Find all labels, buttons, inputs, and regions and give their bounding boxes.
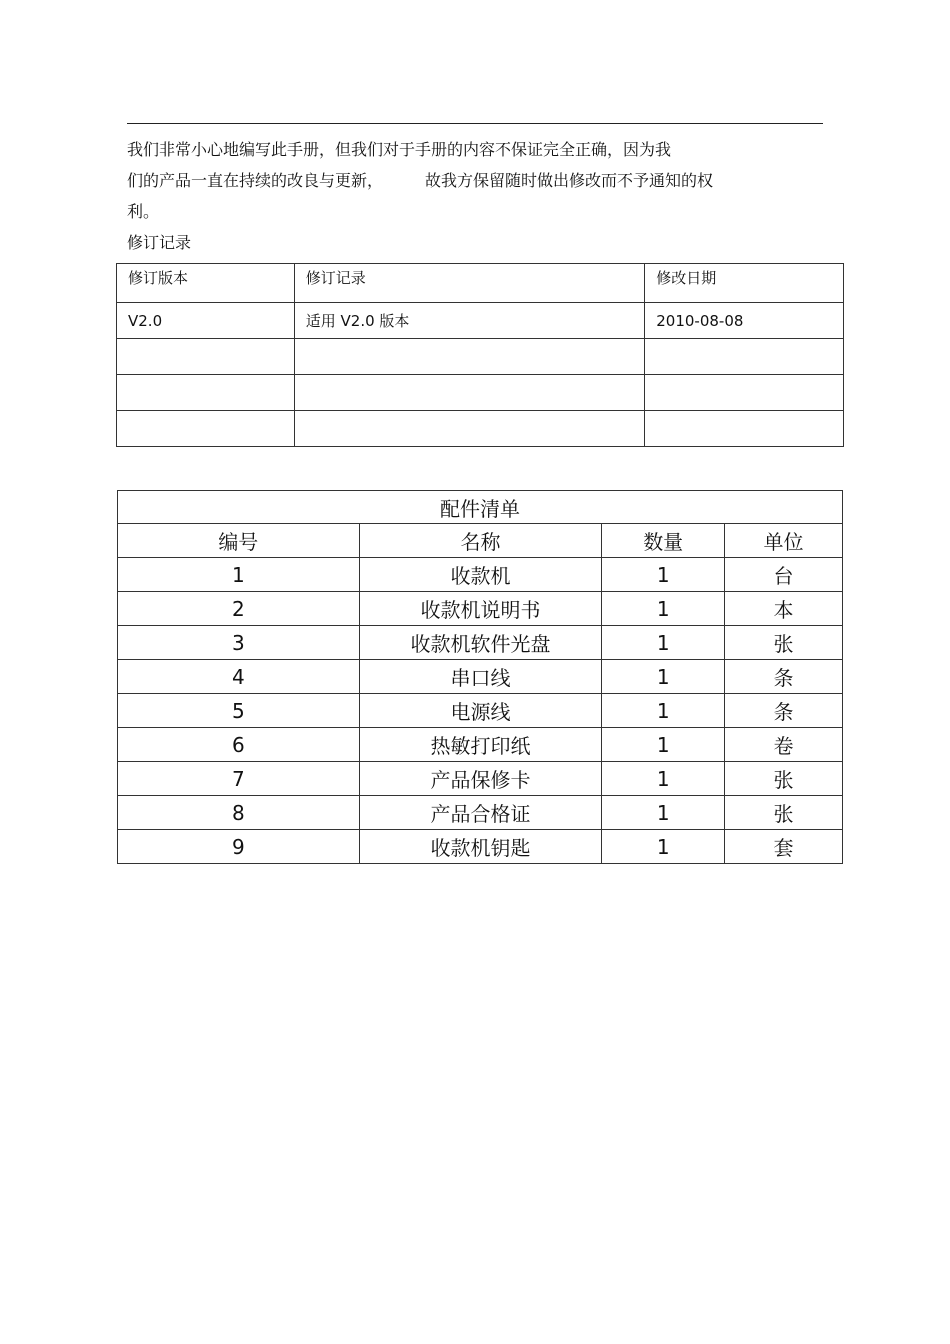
accessories-row [118,830,843,864]
accessory-name: 电源线 [359,694,602,728]
revision-version-cell [117,339,295,375]
revision-header-row [117,264,844,303]
accessory-name: 收款机 [359,558,602,592]
revision-record-cell [294,375,644,411]
accessories-row [118,660,843,694]
accessory-name: 产品合格证 [359,796,602,830]
revision-row [117,339,844,375]
accessory-number: 3 [118,626,360,660]
accessories-row [118,592,843,626]
revision-date-cell [645,339,844,375]
accessory-number: 4 [118,660,360,694]
disclaimer-line-1: 我们非常小心地编写此手册，但我们对于手册的内容不保证完全正确，因为我 [127,140,672,159]
accessory-quantity: 1 [602,796,725,830]
accessories-table [117,490,843,864]
accessories-header-row [118,524,843,558]
revision-row [117,375,844,411]
accessory-unit: 张 [725,626,843,660]
revision-record-cell [294,339,644,375]
accessory-quantity: 1 [602,592,725,626]
revision-version-cell [117,411,295,447]
accessory-quantity: 1 [602,830,725,864]
revision-caption: 修订记录 [127,233,192,252]
accessory-unit: 张 [725,762,843,796]
accessories-row [118,762,843,796]
accessory-quantity: 1 [602,728,725,762]
revision-record-cell: 适用 V2.0 版本 [294,303,644,339]
accessory-name: 收款机说明书 [359,592,602,626]
accessories-header-number: 编号 [118,524,360,558]
accessories-header-unit: 单位 [725,524,843,558]
revision-date-cell [645,411,844,447]
accessory-number: 7 [118,762,360,796]
revision-header-record: 修订记录 [294,264,644,303]
revision-version-cell [117,375,295,411]
accessories-header-name: 名称 [359,524,602,558]
accessory-quantity: 1 [602,694,725,728]
accessory-unit: 条 [725,660,843,694]
accessories-row [118,694,843,728]
accessory-number: 1 [118,558,360,592]
accessories-row [118,728,843,762]
accessory-quantity: 1 [602,660,725,694]
revision-row [117,411,844,447]
accessory-unit: 条 [725,694,843,728]
accessory-unit: 本 [725,592,843,626]
accessory-name: 热敏打印纸 [359,728,602,762]
accessories-row [118,796,843,830]
accessory-name: 串口线 [359,660,602,694]
header-rule [127,123,823,124]
revision-date-cell: 2010-08-08 [645,303,844,339]
accessory-number: 6 [118,728,360,762]
accessory-name: 产品保修卡 [359,762,602,796]
accessory-quantity: 1 [602,626,725,660]
accessory-name: 收款机软件光盘 [359,626,602,660]
accessories-row [118,558,843,592]
revision-row [117,303,844,339]
accessory-unit: 台 [725,558,843,592]
disclaimer-line-2a: 们的产品一直在持续的改良与更新， [127,171,384,190]
accessories-row [118,626,843,660]
accessories-title-row [118,491,843,524]
accessory-quantity: 1 [602,762,725,796]
disclaimer-line-3: 利。 [127,202,160,221]
accessories-title: 配件清单 [118,491,843,524]
accessory-number: 8 [118,796,360,830]
revision-table [116,263,844,447]
revision-header-version: 修订版本 [117,264,295,303]
accessory-unit: 张 [725,796,843,830]
accessory-number: 5 [118,694,360,728]
accessory-number: 2 [118,592,360,626]
disclaimer-line-2b: 故我方保留随时做出修改而不予通知的权 [425,171,714,190]
accessory-unit: 套 [725,830,843,864]
accessory-name: 收款机钥匙 [359,830,602,864]
accessory-number: 9 [118,830,360,864]
disclaimer-paragraph [127,134,807,227]
revision-header-date: 修改日期 [645,264,844,303]
revision-version-cell: V2.0 [117,303,295,339]
accessory-unit: 卷 [725,728,843,762]
accessory-quantity: 1 [602,558,725,592]
revision-record-cell [294,411,644,447]
accessories-header-quantity: 数量 [602,524,725,558]
revision-date-cell [645,375,844,411]
